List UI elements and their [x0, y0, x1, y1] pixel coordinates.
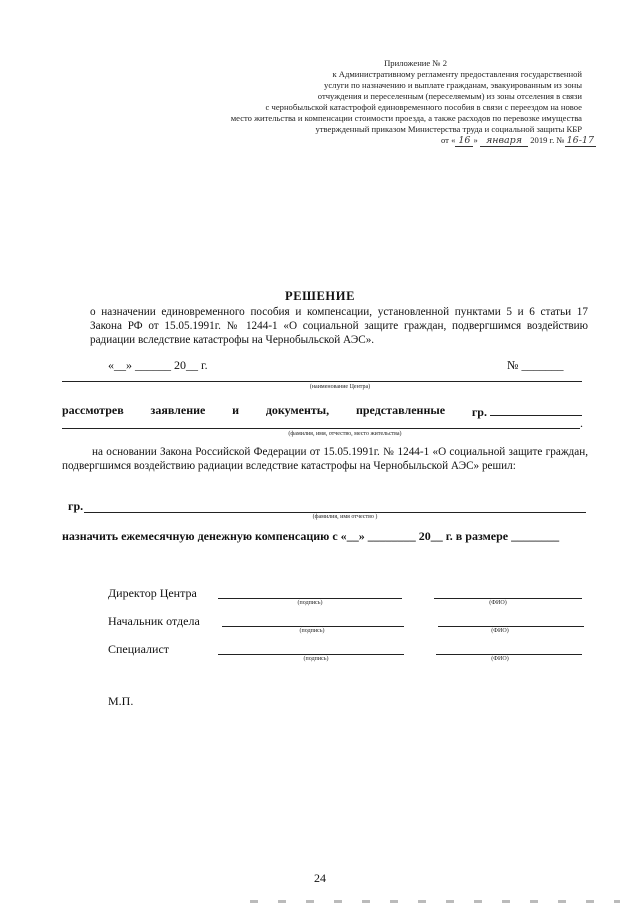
- specialist-signature-line: [218, 654, 404, 655]
- director-signature-caption: (подпись): [297, 600, 323, 606]
- center-name-line: [62, 381, 582, 382]
- open-quote: «: [108, 358, 114, 372]
- head-fio-line: [438, 626, 584, 627]
- page-number: 24: [314, 871, 326, 885]
- handwritten-number: 16-17: [566, 135, 594, 146]
- basis-paragraph: [62, 446, 588, 473]
- fio-line-end: .: [580, 416, 583, 430]
- assign-month-blank: ________: [367, 529, 416, 543]
- word-documents: документы,: [265, 403, 330, 417]
- fio-line: [62, 428, 580, 429]
- assign-suffix: г. в размере: [445, 529, 509, 543]
- signature-label-director: Директор Центра: [108, 586, 197, 600]
- number-label: №: [507, 358, 519, 372]
- number-blank: _______: [521, 358, 564, 372]
- head-signature-caption: (подпись): [299, 628, 325, 634]
- day-blank: __: [114, 358, 126, 372]
- citizen-blank: [490, 403, 582, 416]
- director-fio-line: [434, 598, 582, 599]
- word-and: и: [232, 403, 240, 417]
- document-title: РЕШЕНИЕ: [284, 289, 356, 303]
- citizen-prefix: гр.: [68, 499, 84, 513]
- word-submitted: представленные: [355, 403, 446, 417]
- fio-short-caption: (фамилия, имя отчество ): [312, 514, 378, 520]
- month-blank: ______: [135, 358, 171, 372]
- signature-label-head: Начальник отдела: [108, 614, 200, 628]
- citizen-line: [84, 512, 586, 513]
- specialist-signature-caption: (подпись): [303, 656, 329, 662]
- assign-day-blank: __: [346, 529, 359, 543]
- date-year: 2019 г. №: [530, 135, 565, 145]
- appendix-line: место жительства и компенсации стоимости проезда, а также расходов по перевозке имущества: [230, 113, 582, 123]
- assign-year-blank: __: [430, 529, 443, 543]
- basis-text: на основании Закона Российской Федерации от 15.05.1991г. № 1244-1 «О социальной защите граждан, подвергшимся воздействию радиации вследствие катастрофы на Чернобыльской АЭС»: [62, 446, 588, 472]
- word-application: заявление: [150, 403, 206, 417]
- appendix-line: с чернобыльской катастрофой единовременного пособия в связи с переездом на новое: [265, 102, 582, 112]
- year-blank: __: [186, 358, 198, 372]
- signature-label-specialist: Специалист: [108, 642, 170, 656]
- appendix-line: услуги по назначению и выплате гражданам, эвакуированным из зоны: [324, 80, 582, 90]
- scan-edge-marks: [250, 900, 620, 903]
- amount-blank: ________: [511, 529, 560, 543]
- handwritten-month: января: [480, 135, 528, 147]
- appendix-line: утвержденный приказом Министерства труда и социальной защиты КБР: [315, 124, 582, 134]
- date-row: [108, 358, 208, 373]
- fio-full-caption: (фамилия, имя, отчество, место жительства): [288, 431, 402, 437]
- stamp-place: М.П.: [108, 694, 134, 708]
- decided-text: решил:: [481, 459, 516, 472]
- assign-prefix: назначить ежемесячную денежную компенсацию с «: [62, 529, 347, 543]
- citizen-field: [472, 403, 582, 420]
- director-fio-caption: (ФИО): [489, 600, 507, 606]
- considered-row: [62, 403, 582, 420]
- head-signature-line: [222, 626, 404, 627]
- year-prefix: 20: [174, 358, 186, 372]
- appendix-line: Приложение № 2: [384, 58, 447, 68]
- assign-mid: »: [358, 529, 365, 543]
- number-field: [507, 358, 563, 373]
- close-quote: »: [126, 358, 132, 372]
- specialist-fio-line: [436, 654, 582, 655]
- year-suffix: г.: [201, 358, 208, 372]
- document-subtitle: о назначении единовременного пособия и компенсации, установленной пунктами 5 и 6 статьи 17 Закона РФ от 15.05.1991г. № 1244-1 «О социальной защите граждан, подвергшимся воздействию радиации вследствие катастрофы на Чернобыльской АЭС».: [90, 306, 588, 346]
- appendix-line: к Административному регламенту предоставления государственной: [332, 69, 582, 79]
- head-fio-caption: (ФИО): [491, 628, 509, 634]
- assign-row: [62, 529, 559, 544]
- director-signature-line: [218, 598, 402, 599]
- word-considered: рассмотрев: [62, 403, 124, 417]
- appendix-block: [230, 58, 594, 146]
- center-name-caption: (наименование Центра): [309, 384, 371, 390]
- date-mid: »: [473, 135, 478, 145]
- appendix-date-line: [231, 135, 596, 146]
- date-prefix: от «: [441, 135, 456, 145]
- citizen-label: гр.: [471, 405, 487, 419]
- handwritten-day: 16: [455, 135, 473, 147]
- appendix-line: отчуждения и переселенным (переселяемым) из зоны отселения в связи: [317, 91, 582, 101]
- assign-year: 20: [418, 529, 431, 543]
- specialist-fio-caption: (ФИО): [491, 656, 509, 662]
